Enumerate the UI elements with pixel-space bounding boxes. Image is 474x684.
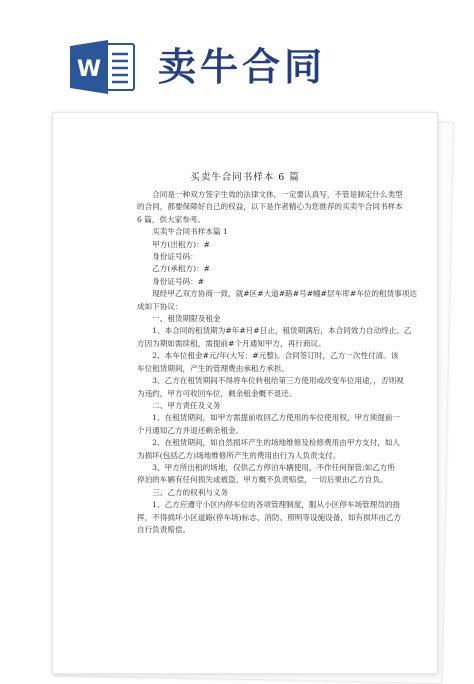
word-document-icon (68, 38, 138, 96)
document-line: 成如下协议： (137, 301, 183, 311)
document-line: 三、乙方的权利与义务 (137, 487, 229, 497)
document-line: 自行负责赔偿。 (137, 524, 191, 534)
document-line: 1、本合同的租赁期为#年#月#日止，租赁期满后，本合同效力自动终止。乙 (137, 326, 412, 336)
document-line: 方因为期如需续租，需提前#个月通知甲方，再行商议。 (137, 338, 326, 348)
document-line: 车位租赁期间，产生的管理费由承租方承担。 (137, 363, 289, 373)
document-title: 买卖牛合同书样本 6 篇 (190, 172, 300, 183)
document-line: 3、乙方在租赁期间不得将车位转租给第三方使用或改变车位用途，，否则视 (137, 376, 404, 386)
document-line: 二、甲方责任及义务 (137, 400, 221, 410)
document-sheet (52, 112, 438, 674)
document-line: 的合同，都要保障好自己的权益，以下是作者精心为您推荐的买卖牛合同书样本 (137, 202, 403, 212)
document-line: 停泊的车辆有任何损失或被盗，甲方概不负责赔偿，一切后果由乙方自负。 (137, 475, 388, 485)
document-line: 个月通知乙方并退还剩余租金。 (137, 425, 244, 435)
document-line: 2、在租赁期间，如自然损坏产生的场地维修及检修费用由甲方支付，如人 (137, 438, 401, 448)
document-line: 1、乙方应遵守小区内停车位的各项管理制度，服从小区停车场管理员的指 (137, 500, 401, 510)
document-line: 买卖牛合同书样本篇 1 (137, 227, 228, 237)
document-line: 1、在租赁期间，如甲方需提前收回乙方使用的车位使用权，甲方须提前一 (137, 413, 401, 423)
document-line: 合同是一种双方签字生效的法律文体，一定要认真写，不管是制定什么类型 (137, 190, 403, 199)
document-line: 6 篇，供大家参考。 (137, 214, 205, 224)
page-header (0, 0, 474, 110)
document-line: 身份证号码： (137, 252, 198, 262)
document-line: 身份证号码：# (137, 276, 205, 286)
document-line: 甲方(出租方)：# (137, 239, 211, 249)
document-line: 2、本车位租金#元/年(大写：#元整)。合同签订时，乙方一次性付清。该 (137, 351, 399, 361)
document-line: 为损坏(包括乙方)场地维修所产生的费用由行为人负责支付。 (137, 450, 341, 460)
document-line: 3、甲方所出租的场地，仅供乙方停泊车辆使用，不作任何保管;如乙方所 (137, 462, 395, 472)
document-line: 挥，不得损坏小区道路(停车场)标志、消防、照明等设施设备，如有损坏由乙方 (137, 512, 402, 522)
document-line: 乙方(承租方)：# (137, 264, 211, 274)
document-body (137, 189, 417, 536)
document-preview (52, 112, 444, 669)
page-title: 卖牛合同 (158, 45, 327, 89)
document-line: 为违约，甲方可收回车位，剩余租金概不退还。 (137, 388, 297, 398)
document-line: 一、租赁期限及租金 (137, 314, 221, 324)
word-logo-letter: W (76, 57, 102, 82)
document-line: 现经甲乙双方协商一致，就#区#大道#路#号#幢#层车库#车位的租赁事项达 (137, 289, 417, 299)
